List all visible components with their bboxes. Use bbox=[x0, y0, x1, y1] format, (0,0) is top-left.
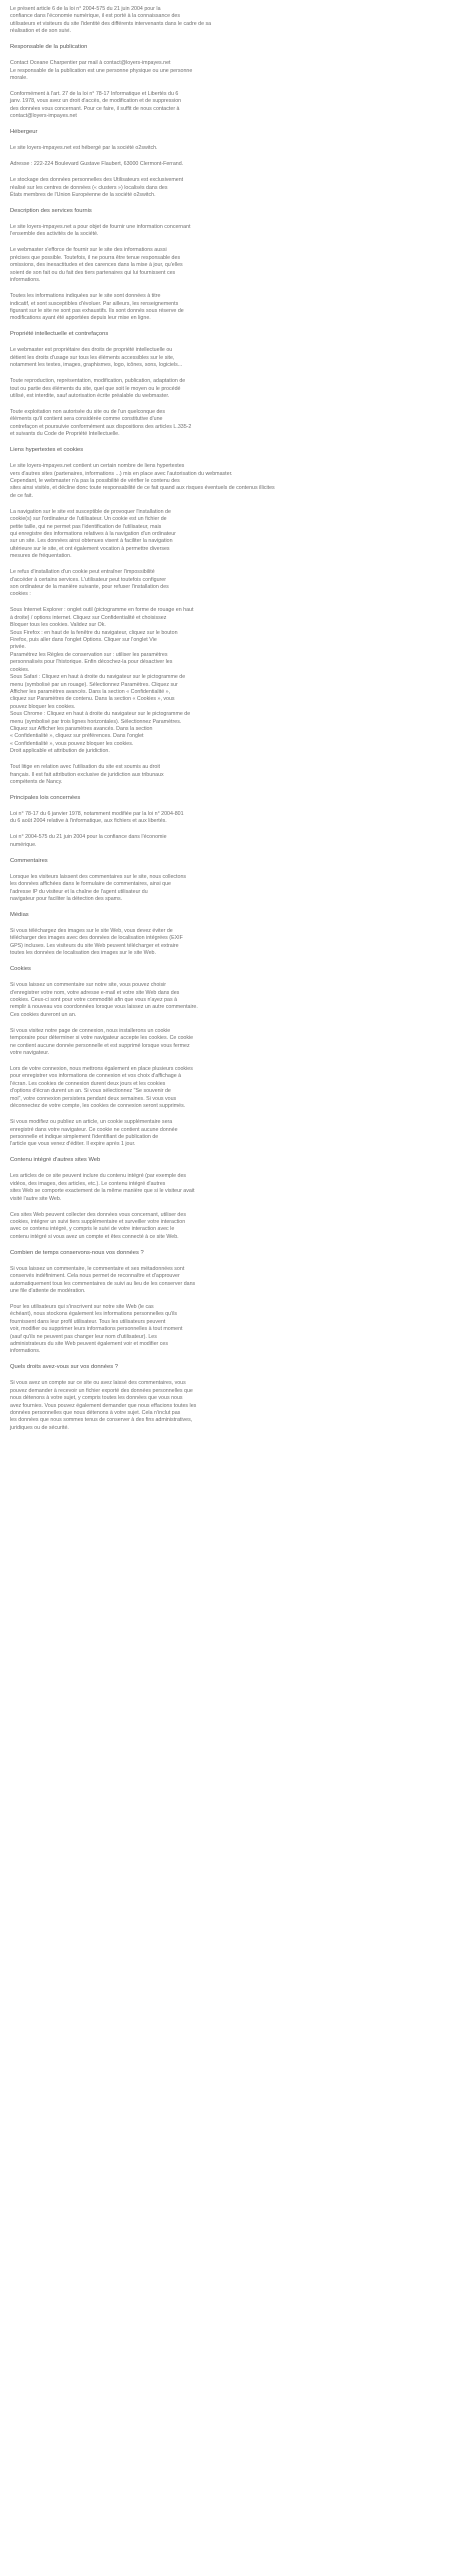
section-heading: Description des services fournis bbox=[10, 208, 92, 215]
paragraph: Si vous laissez un commentaire sur notre site, vous pouvez choisir d'enregistrer votre nom, votre adresse e-mail et votre site Web dans des cookies. Ceux-ci sont pour votre commodité afin que vous n'ayez pas à remplir à nouveau vos coordonnées lorsque vous laissez un autre commentaire. Ces cookies dureront un an. bbox=[10, 982, 198, 1018]
section-heading: Commentaires bbox=[10, 857, 48, 864]
paragraph: Le présent article 6 de la loi n° 2004-575 du 21 juin 2004 pour la confiance dans l'économie numérique, il est porté à la connaissance des utilisateurs et visiteurs du site l'identité des différents intervenants dans le cadre de sa réalisation et de son suivi. bbox=[10, 6, 212, 35]
paragraph: Le site loyers-impayes.net a pour objet de fournir une information concernant l'ensemble des activités de la société. bbox=[10, 224, 191, 238]
paragraph: Tout litige en relation avec l'utilisation du site est soumis au droit français. Il est fait attribution exclusive de juridiction aux tribunaux compétents de Nancy. bbox=[10, 764, 164, 785]
paragraph: Pour les utilisateurs qui s'inscrivent sur notre site Web (le cas échéant), nous stockons également les informations personnelles qu'ils fournissent dans leur profil utilisateur. Tous les utilisateurs peuvent voir, modifier ou supprimer leurs informations personnelles à tout moment (sauf qu'ils ne peuvent pas changer leur nom d'utilisateur). Les administrateurs du site Web peuvent également voir et modifier ces informations. bbox=[10, 1303, 183, 1355]
paragraph: Loi n° 2004-575 du 21 juin 2004 pour la confiance dans l'économie numérique. bbox=[10, 834, 167, 848]
paragraph: Si vous visitez notre page de connexion, nous installerons un cookie temporaire pour déterminer si votre navigateur accepte les cookies. Ce cookie ne contient aucune donnée personnelle et est supprimé lorsque vous fermez votre navigateur. bbox=[10, 1027, 194, 1057]
paragraph: Le stockage des données personnelles des Utilisateurs est exclusivement réalisé sur les centres de données (« clusters ») localisés dans des États membres de l'Union Européenne de la société o2switch. bbox=[10, 177, 184, 199]
paragraph: La navigation sur le site est susceptible de provoquer l'installation de cookie(s) sur l'ordinateur de l'utilisateur. Un cookie est un fichier de petite taille, qui ne permet pas l'identification de l'utilisateur, mais qui enregistre des informations relatives à la navigation d'un ordinateur sur un site. Les données ainsi obtenues visent à faciliter la navigation ultérieure sur le site, et ont également vocation à permettre diverses mesures de fréquentation. bbox=[10, 508, 176, 560]
section-heading: Médias bbox=[10, 912, 29, 918]
paragraph: Le site loyers-impayes.net est hébergé par la société o2switch. bbox=[10, 145, 158, 152]
paragraph: Les articles de ce site peuvent inclure du contenu intégré (par exemple des vidéos, des images, des articles, etc.). Le contenu intégré d'autres sites Web se comporte exactement de la même manière que si le visiteur avait visité l'autre site Web. bbox=[10, 1173, 195, 1202]
paragraph: Sous Internet Explorer : onglet outil (pictogramme en forme de rouage en haut à droite) / options internet. Cliquez sur Confidentialité et choisissez Bloquer tous les cookies. Validez sur Ok. Sous Firefox : en haut de la fenêtre du navigateur, cliquez sur le bouton Firefox, puis aller dans l'onglet Options. Cliquer sur l'onglet Vie privée. Paramétrez les Règles de conservation sur : utiliser les paramètres personnalisés pour l'historique. Enfin décochez-la pour désactiver les cookies. Sous Safari : Cliquez en haut à droite du navigateur sur le pictogramme de menu (symbolisé par un rouage). Sélectionnez Paramètres. Cliquez sur Afficher les paramètres avancés. Dans la section « Confidentialité », cliquez sur Paramètres de contenu. Dans la section « Cookies », vous pouvez bloquer les cookies. Sous Chrome : Cliquez en haut à droite du navigateur sur le pictogramme de menu (symbolisé par trois lignes horizontales). Sélectionnez Paramètres. Cliquez sur Afficher les paramètres avancés. Dans la section « Confidentialité », cliquez sur préférences. Dans l'onglet « Confidentialité », vous pouvez bloquer les cookies. Droit applicable et attribution de juridiction. bbox=[10, 607, 194, 755]
paragraph: Le webmaster est propriétaire des droits de propriété intellectuelle ou détient les droits d'usage sur tous les éléments accessibles sur le site, notamment les textes, images, graphismes, logo, icônes, sons, logiciels... bbox=[10, 347, 183, 369]
section-heading: Combien de temps conservons-nous vos données ? bbox=[10, 1249, 144, 1256]
paragraph: Toute reproduction, représentation, modification, publication, adaptation de tout ou partie des éléments du site, quel que soit le moyen ou le procédé utilisé, est interdite, sauf autorisation écrite préalable du webmaster. bbox=[10, 378, 186, 399]
section-heading: Contenu intégré d'autres sites Web bbox=[10, 1157, 101, 1164]
paragraph: Si vous téléchargez des images sur le site Web, vous devez éviter de télécharger des images avec des données de localisation intégrées (EXIF GPS) incluses. Les visiteurs du site Web peuvent télécharger et extraire toutes les données de localisation des images sur le site Web. bbox=[10, 928, 183, 957]
section-heading: Responsable de la publication bbox=[10, 44, 88, 51]
paragraph: Lors de votre connexion, nous mettrons également en place plusieurs cookies pour enregistrer vos informations de connexion et vos choix d'affichage à l'écran. Les cookies de connexion durent deux jours et les cookies d'options d'écran durent un an. Si vous sélectionnez "Se souvenir de moi", votre connexion persistera pendant deux semaines. Si vous vous déconnectez de votre compte, les cookies de connexion seront supprimés. bbox=[10, 1066, 193, 1110]
section-heading: Propriété intellectuelle et contrefaçons bbox=[10, 331, 109, 338]
paragraph: Lorsque les visiteurs laissent des commentaires sur le site, nous collectons les données affichées dans le formulaire de commentaires, ainsi que l'adresse IP du visiteur et la chaîne de l'agent utilisateur du navigateur pour faciliter la détection des spams. bbox=[10, 873, 187, 902]
paragraph: Adresse : 222-224 Boulevard Gustave Flaubert, 63000 Clermont-Ferrand. bbox=[10, 161, 184, 168]
paragraph: Conformément à l'art. 27 de la loi n° 78-17 Informatique et Libertés du 6 janv. 1978, vous avez un droit d'accès, de modification et de suppression des données vous concernant. Pour ce faire, il suffit de nous contacter à contact@loyers-impayes.net bbox=[10, 91, 182, 120]
paragraph: Le webmaster s'efforce de fournir sur le site des informations aussi précises que possible. Toutefois, il ne pourra être tenue responsable des omissions, des inexactitudes et des carences dans la mise à jour, qu'elles soient de son fait ou du fait des tiers partenaires qui lui fournissent ces informations. bbox=[10, 247, 183, 284]
paragraph: Contact Oceane Charpentier par mail à contact@loyers-impayes.net Le responsable de la publication est une personne physique ou une personne morale. bbox=[10, 60, 193, 82]
paragraph: Toutes les informations indiquées sur le site sont données à titre indicatif, et sont susceptibles d'évoluer. Par ailleurs, les renseignements figurant sur le site ne sont pas exhaustifs. Ils sont donnés sous réserve de modifications ayant été apportées depuis leur mise en ligne. bbox=[10, 293, 184, 322]
section-heading: Hébergeur bbox=[10, 129, 38, 136]
section-heading: Cookies bbox=[10, 966, 31, 973]
paragraph: Si vous modifiez ou publiez un article, un cookie supplémentaire sera enregistré dans votre navigateur. Ce cookie ne contient aucune donnée personnelle et indique simplement l'identifiant de publication de l'article que vous venez d'éditer. Il expire après 1 jour. bbox=[10, 1119, 178, 1148]
paragraph: Loi n° 78-17 du 6 janvier 1978, notamment modifiée par la loi n° 2004-801 du 6 août 2004 relative à l'informatique, aux fichiers et aux libertés. bbox=[10, 810, 184, 825]
section-heading: Liens hypertextes et cookies bbox=[10, 447, 84, 454]
paragraph: Le site loyers-impayes.net contient un certain nombre de liens hypertextes vers d'autres sites (partenaires, informations ...) mis en place avec l'autorisation du webmaster. Cependant, le webmaster n'a pas la possibilité de vérifier le contenu des sites ainsi visités, et décline donc toute responsabilité de ce fait quand aux risques éventuels de contenus illicites de ce fait. bbox=[10, 463, 275, 499]
section-heading: Quels droits avez-vous sur vos données ? bbox=[10, 1364, 118, 1371]
paragraph: Toute exploitation non autorisée du site ou de l'un quelconque des éléments qu'il contient sera considérée comme constitutive d'une contrefaçon et poursuivie conformément aux dispositions des articles L.335-2 et suivants du Code de Propriété Intellectuelle. bbox=[10, 408, 192, 438]
paragraph: Si vous laissez un commentaire, le commentaire et ses métadonnées sont conservés indéfiniment. Cela nous permet de reconnaître et d'approuver automatiquement tous les commentaires de suivi au lieu de les conserver dans une file d'attente de modération. bbox=[10, 1265, 196, 1294]
paragraph: Le refus d'installation d'un cookie peut entraîner l'impossibilité d'accéder à certains services. L'utilisateur peut toutefois configurer son ordinateur de la manière suivante, pour refuser l'installation des cookies : bbox=[10, 569, 169, 598]
section-heading: Principales lois concernées bbox=[10, 794, 81, 801]
paragraph: Ces sites Web peuvent collecter des données vous concernant, utiliser des cookies, intégrer un suivi tiers supplémentaire et surveiller votre interaction avec ce contenu intégré, y compris le suivi de votre interaction avec le contenu intégré si vous avez un compte et êtes connecté à ce site Web. bbox=[10, 1211, 186, 1240]
paragraph: Si vous avez un compte sur ce site ou avez laissé des commentaires, vous pouvez demander à recevoir un fichier exporté des données personnelles que nous détenons à votre sujet, y compris toutes les données que vous nous avez fournies. Vous pouvez également demander que nous effacions toutes les données personnelles que nous détenons à votre sujet. Cela n'inclut pas les données que nous sommes tenus de conserver à des fins administratives, juridiques ou de sécurité. bbox=[10, 1380, 197, 1431]
